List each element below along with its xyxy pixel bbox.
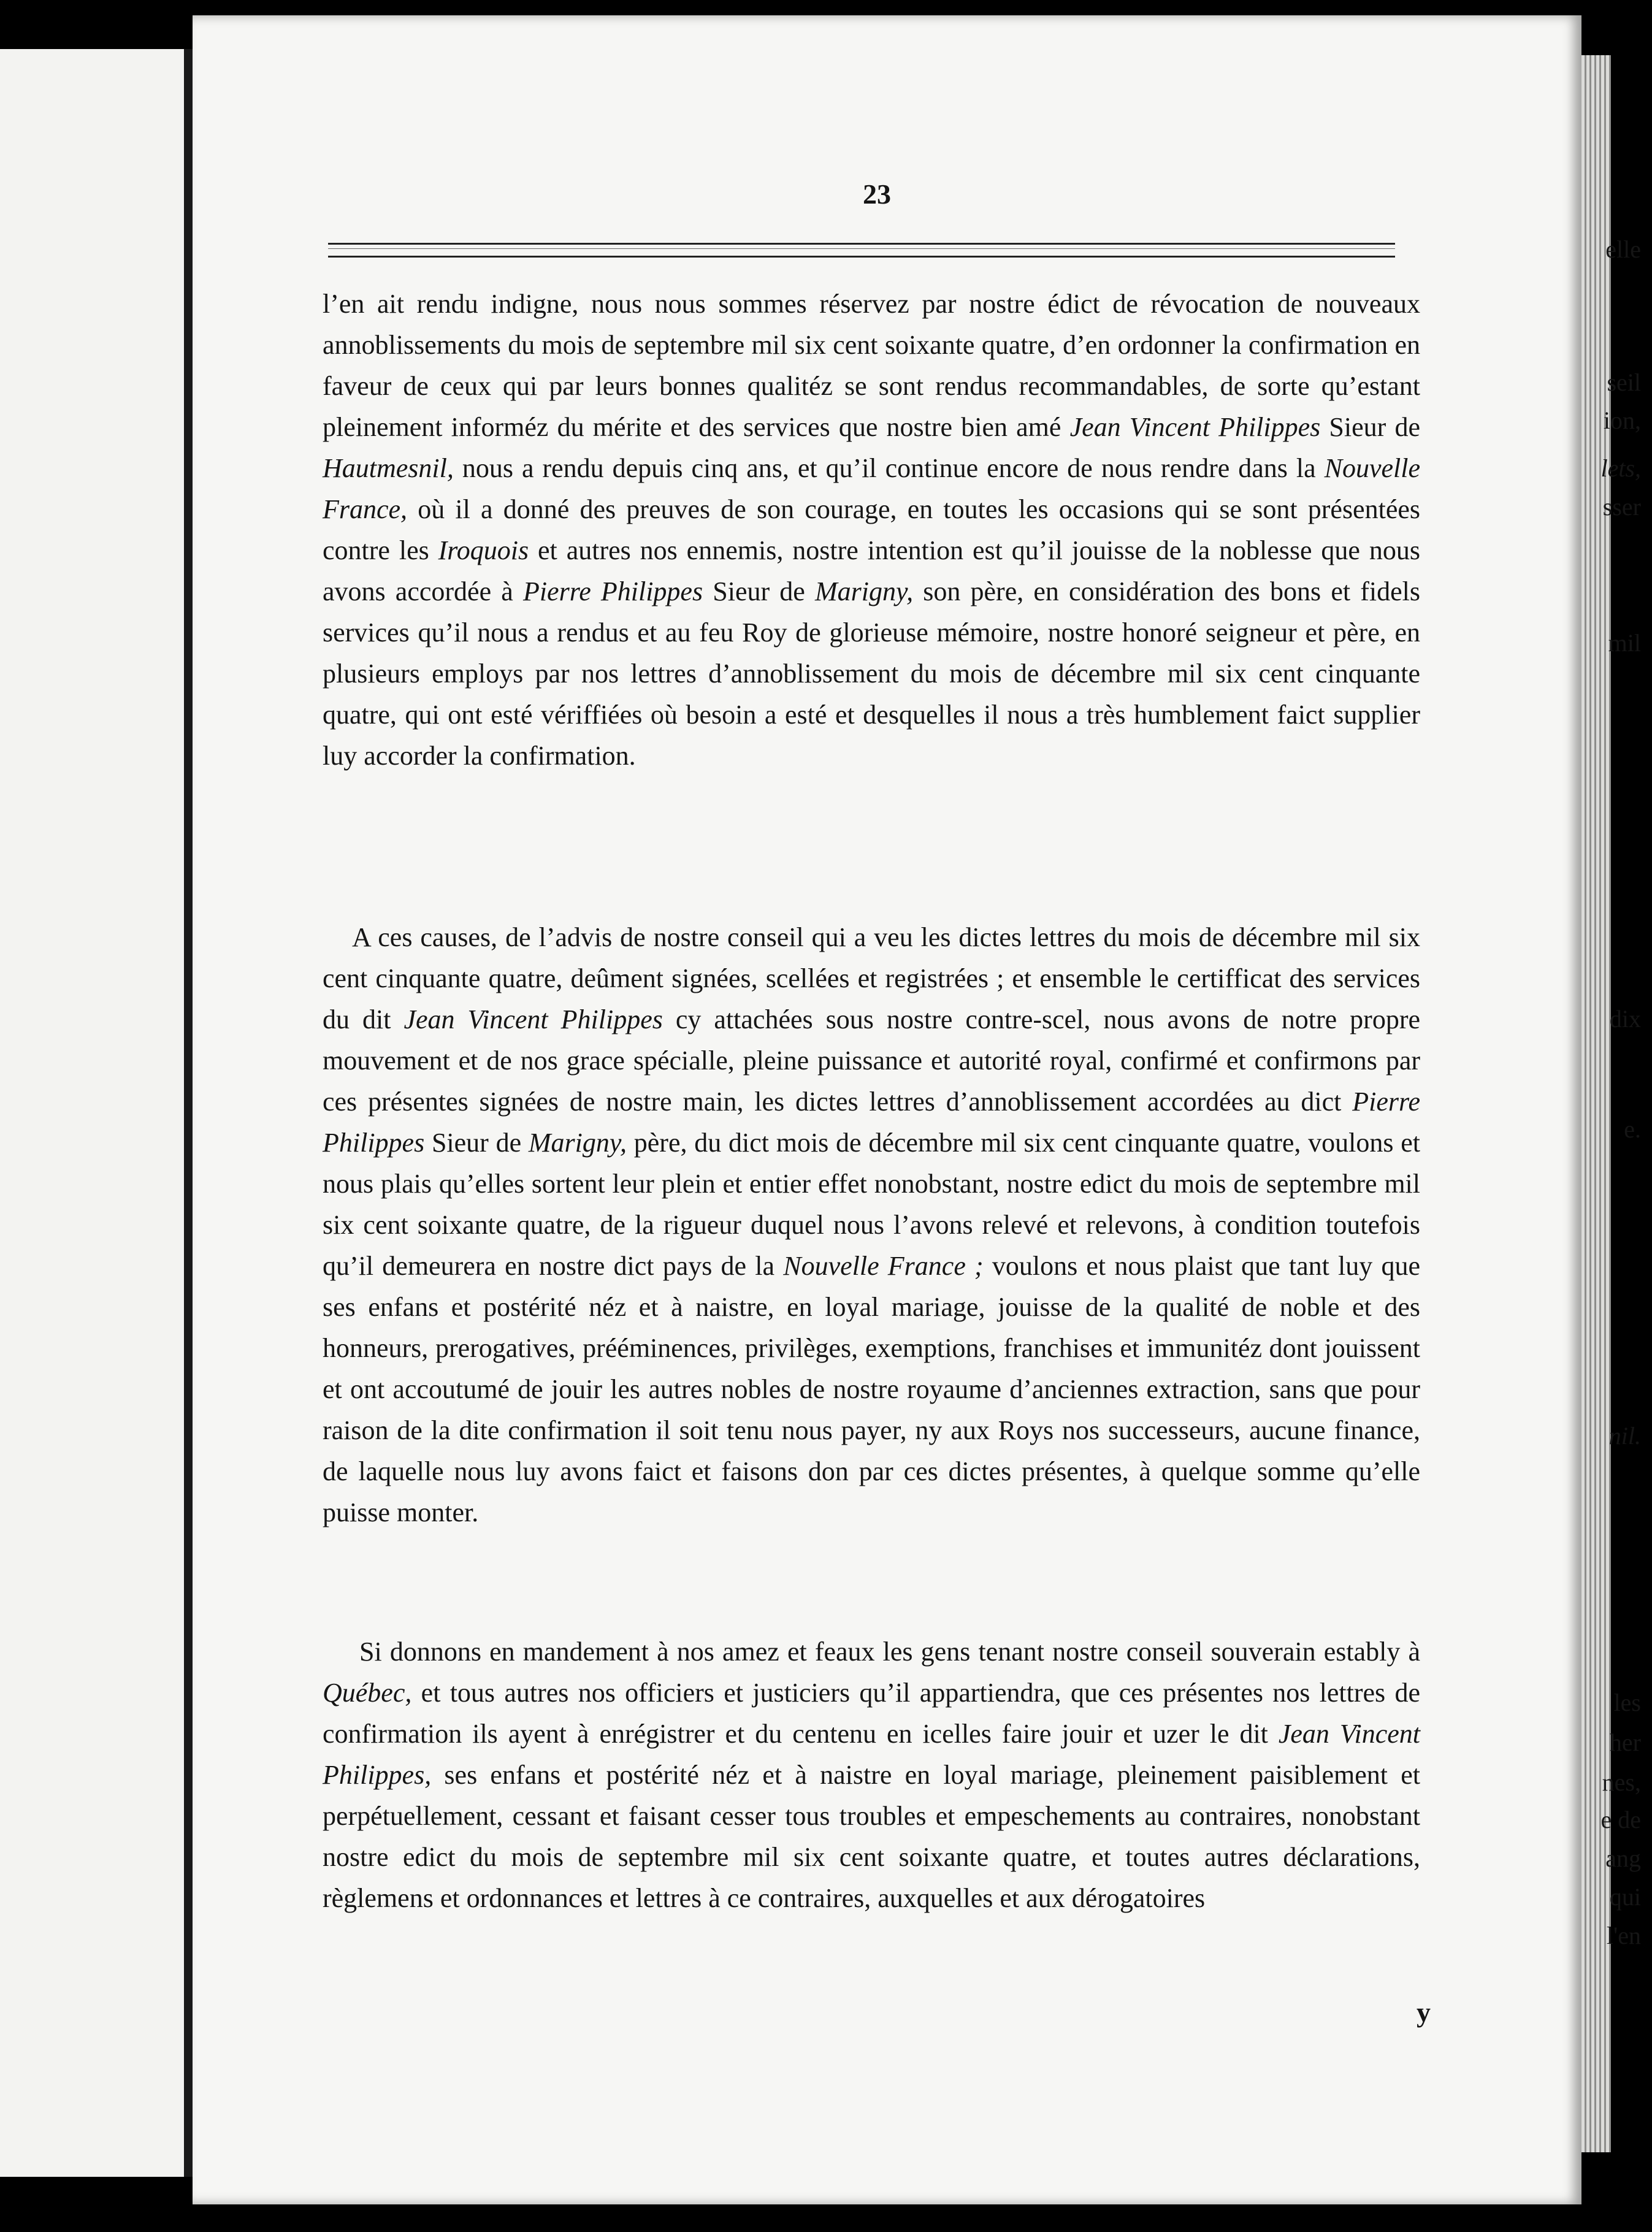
text-run: et autres nos ennemis, nostre intention est qu’il jouisse de la noblesse que nous avons accordée à xyxy=(323,535,1420,606)
place-name: Québec, xyxy=(323,1678,412,1708)
text-run: et tous autres nos officiers et justiciers qu’il appartiendra, que ces présentes nos lettres de confirmation ils ayent à enrégistrer et du centenu en icelles faire jouir et uzer le dit xyxy=(323,1678,1420,1749)
person-name: Jean Vincent Philippes, xyxy=(323,1719,1420,1790)
paragraph-2 xyxy=(323,917,1420,1533)
text-run: Sieur de xyxy=(424,1128,529,1158)
place-name: Nouvelle France ; xyxy=(783,1251,984,1281)
text-run: Sieur de xyxy=(1320,412,1420,442)
text-run: ses enfans et postérité néz et à naistre en loyal mariage, pleinement paisiblement et perpétuellement, cessant et faisant cesser tous troubles et empeschements au contraires, nonobstant nostre edict du mois de septembre mil six cent soixante quatre, et toutes autres déclarations, règlemens et ordonnances et lettres à ce contraires, auxquelles et aux dérogatoires xyxy=(323,1760,1420,1913)
person-name: Jean Vincent Philippes xyxy=(1069,412,1321,442)
left-fragment: mil xyxy=(1608,629,1641,657)
text-run: cy attachées sous nostre contre-scel, nous avons de notre propre mouvement et de nos grace spécialle, pleine puissance et autorité royal, confirmé et confirmons par ces présentes signées de nostre main, les dictes lettres d’annoblissement accordées au dict xyxy=(323,1004,1421,1117)
left-fragment: dix xyxy=(1609,1005,1641,1033)
place-name: Marigny, xyxy=(814,576,914,606)
left-fragment: e. xyxy=(1624,1115,1641,1143)
left-fragment: e de xyxy=(1600,1806,1641,1833)
left-fragment: qui xyxy=(1609,1883,1641,1911)
text-run: son père, en considération des bons et fidels services qu’il nous a rendus et au feu Roy de glorieuse mémoire, nostre honoré seigneur et père, en plusieurs employs par nos lettres d’annoblissement du mois de décembre mil six cent cinquante quatre, qui ont esté vériffiées où besoin a esté et desquelles il nous a très humblement faict supplier luy accorder la confirmation. xyxy=(323,576,1421,771)
paragraph-1 xyxy=(323,283,1420,776)
text-run: nous a rendu depuis cinq ans, et qu’il continue encore de nous rendre dans la xyxy=(453,453,1325,483)
page-number: 23 xyxy=(863,178,891,210)
paragraph-3 xyxy=(323,1631,1420,1919)
text-run: où il a donné des preuves de son courage, en toutes les occasions qui se sont présentées contre les xyxy=(323,494,1420,565)
book-gutter xyxy=(184,49,193,2177)
header-rule xyxy=(328,243,1395,258)
left-fragment: ang xyxy=(1605,1844,1641,1872)
people-name: Iroquois xyxy=(438,535,529,565)
left-fragment: elle xyxy=(1605,235,1641,263)
text-run: A ces causes, de l’advis de nostre conseil qui a veu les dictes lettres du mois de décembre mil six cent cinquante quatre, deûment signées, scellées et registrées ; et ensemble le certifficat des services du dit xyxy=(323,922,1420,1034)
text-run: Sieur de xyxy=(703,576,815,606)
text-run: voulons et nous plaist que tant luy que ses enfans et postérité néz et à naistre, en loyal mariage, jouisse de la qualité de noble et des honneurs, prerogatives, prééminences, privilèges, exemptions, franchises et immunitéz dont jouissent et ont accoutumé de jouir les autres nobles de nostre royaume d’anciennes extraction, sans que pour raison de la dite confirmation il soit tenu nous payer, ny aux Roys nos successeurs, aucune finance, de laquelle nous luy avons faict et faisons don par ces dictes présentes, à quelque somme qu’elle puisse monter. xyxy=(323,1251,1420,1527)
text-run: père, du dict mois de décembre mil six cent cinquante quatre, voulons et nous plais qu’elles sortent leur plein et entier effet nonobstant, nostre edict du mois de septembre mil six cent soixante quatre, de la rigueur duquel nous l’avons relevé et relevons, à condition toutefois qu’il demeurera en nostre dict pays de la xyxy=(323,1128,1421,1281)
left-fragment: nes, xyxy=(1602,1768,1641,1796)
left-fragment: her xyxy=(1609,1729,1641,1756)
text-run: l’en ait rendu indigne, nous nous sommes réservez par nostre édict de révocation de nouveaux annoblissements du mois de septembre mil six cent soixante quatre, d’en ordonner la confirmation en faveur de ceux qui par leurs bonnes qualitéz se sont rendus recommandables, de sorte qu’estant pleinement informéz du mérite et des services que nostre bien amé xyxy=(323,289,1420,442)
person-name: Pierre Philippes xyxy=(522,576,703,606)
text-run: Si donnons en mandement à nos amez et feaux les gens tenant nostre conseil souverain estably à xyxy=(359,1637,1420,1667)
left-fragment: nil. xyxy=(1608,1422,1641,1450)
left-fragment: les xyxy=(1613,1689,1641,1716)
place-name: Hautmesnil, xyxy=(323,453,454,483)
catchword: y xyxy=(1417,1997,1431,2028)
place-name: Nouvelle France, xyxy=(323,453,1420,524)
left-fragment: seil xyxy=(1607,369,1641,396)
left-fragment: ion, xyxy=(1603,407,1641,434)
place-name: Marigny, xyxy=(528,1128,627,1158)
left-fragment: l'en xyxy=(1606,1922,1641,1949)
left-fragment: lets, xyxy=(1600,454,1641,482)
person-name: Jean Vincent Philippes xyxy=(403,1004,663,1034)
left-fragment: sser xyxy=(1602,493,1641,521)
person-name: Pierre Philippes xyxy=(323,1087,1420,1158)
left-page xyxy=(0,49,184,2177)
